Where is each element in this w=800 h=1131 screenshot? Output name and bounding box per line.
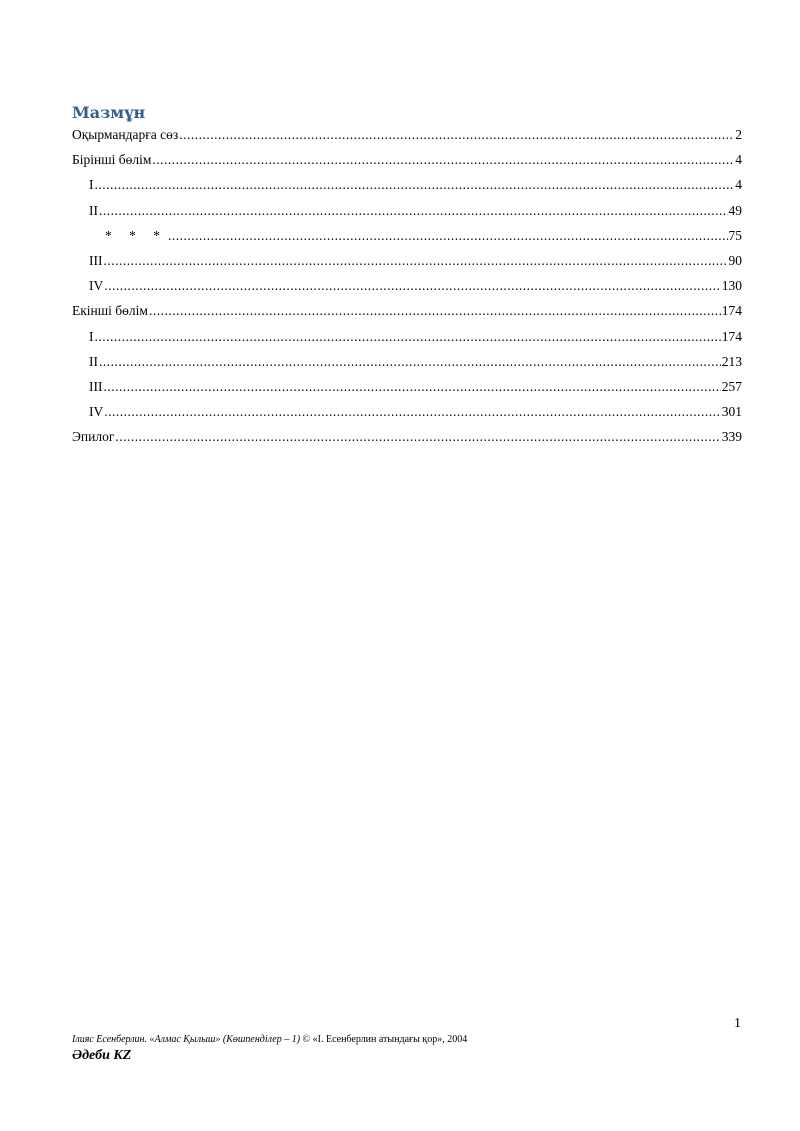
toc-dot-leader: [104, 278, 721, 294]
toc-entry-page: 174: [721, 328, 742, 344]
toc-entry-page: 2: [735, 127, 742, 142]
footer-citation-title: Ілияс Есенберлин. «Алмас Қылыш» (Көшпенділер – 1): [72, 1034, 301, 1045]
toc-dot-leader: [179, 127, 734, 143]
toc-entry[interactable]: [72, 177, 742, 202]
toc-entry-page: 49: [728, 202, 742, 218]
toc-entry-label: II: [89, 353, 98, 369]
toc-entry[interactable]: [72, 253, 742, 278]
toc-entry-page: 339: [721, 429, 742, 445]
toc-entry[interactable]: [72, 404, 742, 429]
toc-entry-label: * * *: [105, 227, 167, 243]
toc-entry-label: IV: [89, 404, 104, 420]
toc-dot-leader: [168, 228, 728, 244]
toc-title: Мазмұн: [72, 103, 146, 122]
footer-copyright: © «І. Есенберлин атындағы қор», 2004: [300, 1034, 468, 1045]
toc-entry[interactable]: [72, 354, 742, 379]
toc-entry[interactable]: [72, 329, 742, 354]
toc-entry-page: 301: [721, 404, 742, 420]
toc-entry[interactable]: [72, 228, 742, 253]
toc-entry-label: II: [89, 202, 98, 218]
toc-entry-page: 130: [721, 278, 742, 294]
toc-entry-label: III: [89, 252, 103, 268]
toc-entry[interactable]: [72, 127, 742, 152]
toc-dot-leader: [99, 354, 721, 370]
table-of-contents: [72, 127, 742, 454]
toc-entry-label: Бірінші бөлім: [72, 152, 152, 168]
toc-dot-leader: [104, 404, 721, 420]
toc-dot-leader: [104, 253, 728, 269]
toc-entry-label: III: [89, 378, 103, 394]
toc-dot-leader: [149, 303, 721, 319]
toc-entry-page: 213: [721, 353, 742, 369]
toc-entry[interactable]: [72, 203, 742, 228]
toc-entry-page: 174: [721, 303, 742, 319]
toc-entry-label: Екінші бөлім: [72, 303, 148, 319]
toc-entry-label: Эпилог: [72, 429, 115, 445]
toc-entry-page: 4: [735, 152, 742, 168]
toc-dot-leader: [152, 152, 734, 168]
toc-dot-leader: [99, 203, 728, 219]
toc-entry-label: I: [89, 177, 94, 193]
footer-brand: Әдеби KZ: [72, 1048, 132, 1063]
toc-dot-leader: [95, 329, 721, 345]
toc-entry[interactable]: [72, 379, 742, 404]
toc-dot-leader: [104, 379, 721, 395]
toc-dot-leader: [95, 177, 735, 193]
toc-entry-page: 75: [728, 227, 742, 243]
toc-entry[interactable]: [72, 429, 742, 454]
toc-entry-label: I: [89, 328, 94, 344]
toc-entry-page: 257: [721, 378, 742, 394]
toc-entry[interactable]: [72, 152, 742, 177]
toc-entry[interactable]: [72, 303, 742, 328]
toc-entry-label: Оқырмандарға сөз: [72, 127, 179, 142]
toc-entry[interactable]: [72, 278, 742, 303]
footer-citation: [72, 1034, 467, 1045]
toc-dot-leader: [115, 429, 720, 445]
toc-entry-page: 90: [728, 252, 742, 268]
toc-entry-page: 4: [735, 177, 742, 193]
toc-entry-label: IV: [89, 278, 104, 294]
page-number: 1: [734, 1016, 741, 1031]
